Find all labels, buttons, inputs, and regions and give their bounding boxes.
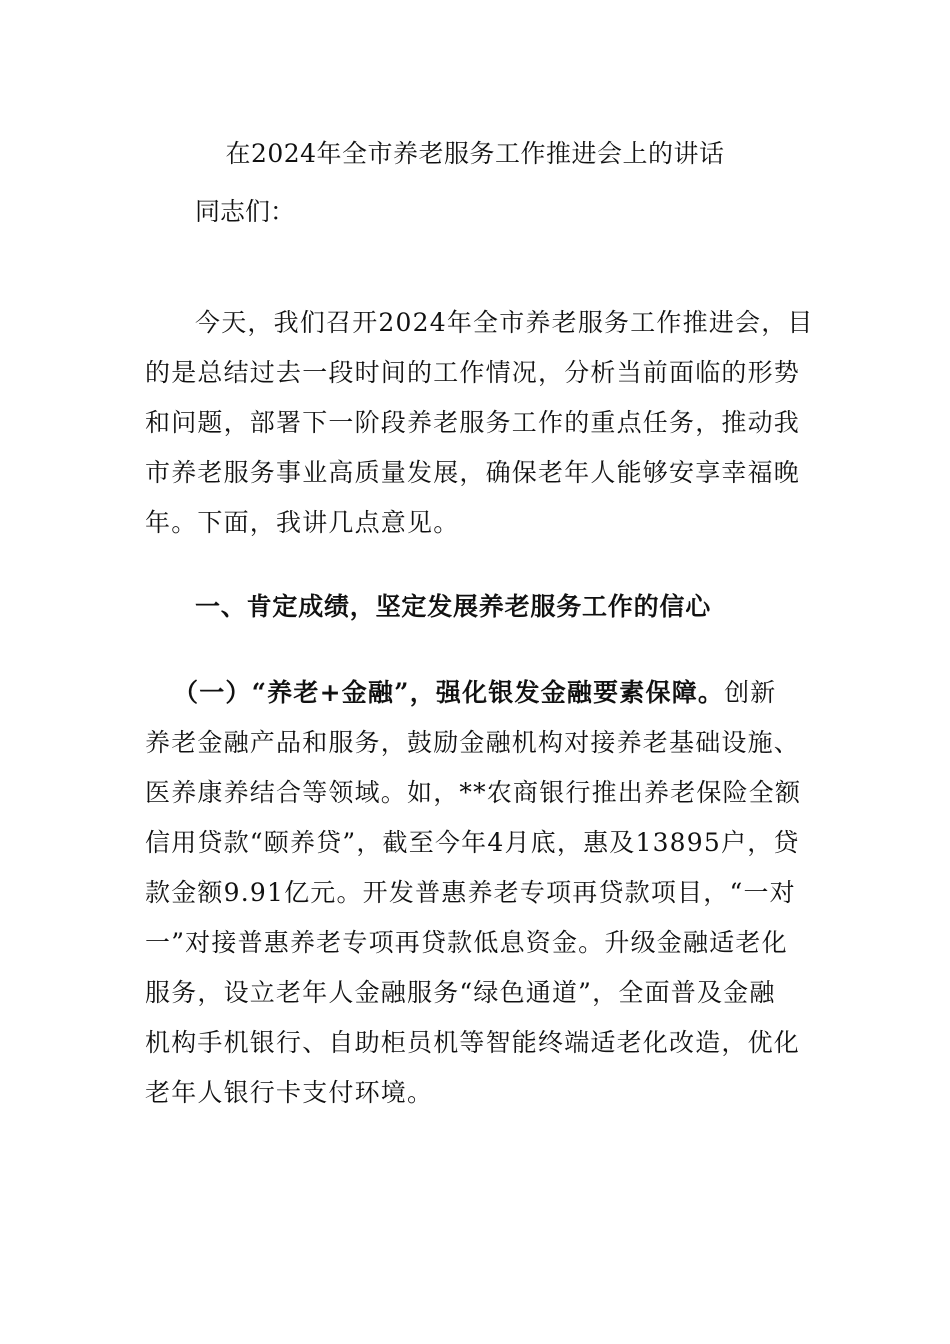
paragraph-line: 年。下面，我讲几点意见。 xyxy=(145,508,460,537)
paragraph-line: 医养康养结合等领域。如，**农商银行推出养老保险全额 xyxy=(145,778,802,807)
paragraph-line: 的是总结过去一段时间的工作情况，分析当前面临的形势 xyxy=(145,358,801,387)
document-title: 在2024年全市养老服务工作推进会上的讲话 xyxy=(225,139,725,168)
paragraph-line: 市养老服务事业高质量发展，确保老年人能够安享幸福晚 xyxy=(145,458,801,487)
paragraph-line: 一”对接普惠养老专项再贷款低息资金。升级金融适老化 xyxy=(145,928,788,957)
paragraph-line: 机构手机银行、自助柜员机等智能终端适老化改造，优化 xyxy=(145,1028,801,1057)
intro-paragraph xyxy=(145,298,814,548)
paragraph-line xyxy=(145,668,805,718)
paragraph-line: 和问题，部署下一阶段养老服务工作的重点任务，推动我 xyxy=(145,408,801,437)
salutation: 同志们： xyxy=(195,197,296,226)
subsection-paragraph xyxy=(145,668,805,1118)
paragraph-line: 服务，设立老年人金融服务“绿色通道”，全面普及金融 xyxy=(145,978,776,1007)
paragraph-line: 今天，我们召开2024年全市养老服务工作推进会，目 xyxy=(195,308,814,337)
subsection-lead-rest: 创新 xyxy=(724,678,777,707)
section-heading: 一、肯定成绩，坚定发展养老服务工作的信心 xyxy=(195,592,712,621)
paragraph-line: 款金额9.91亿元。开发普惠养老专项再贷款项目，“一对 xyxy=(145,878,796,907)
subsection-lead: （一）“养老+金融”，强化银发金融要素保障。 xyxy=(173,678,725,707)
paragraph-line: 养老金融产品和服务，鼓励金融机构对接养老基础设施、 xyxy=(145,728,801,757)
paragraph-line: 信用贷款“颐养贷”，截至今年4月底，惠及13895户，贷 xyxy=(145,828,800,857)
paragraph-line: 老年人银行卡支付环境。 xyxy=(145,1078,434,1107)
